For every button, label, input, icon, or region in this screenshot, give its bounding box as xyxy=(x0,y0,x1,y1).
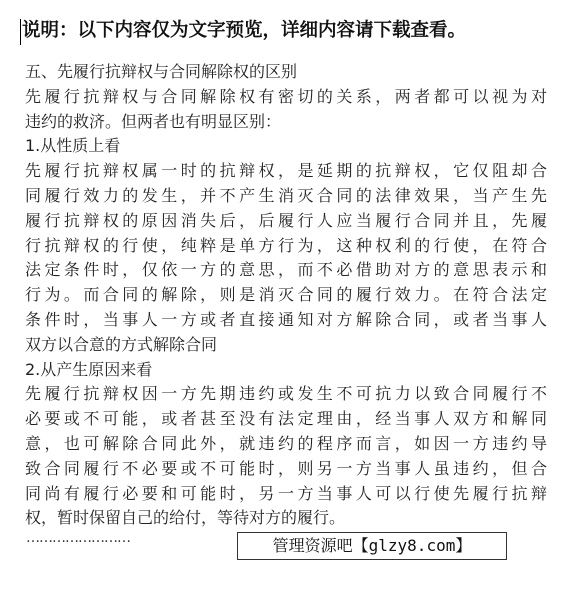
brand-domain: glzy8.com xyxy=(368,536,456,555)
paragraph-line: 权，暂时保留自己的给付，等待对方的履行。 xyxy=(25,508,346,528)
brand-suffix: 】 xyxy=(455,536,472,555)
paragraph-line: 行抗辩权的行使，纯粹是单方行为，这种权利的行使，在符合 xyxy=(25,235,547,255)
paragraph-line: 必要或不可能，或者甚至没有法定理由，经当事人双方和解同 xyxy=(25,409,547,429)
site-brand-box[interactable] xyxy=(237,532,507,560)
section-heading: 五、先履行抗辩权与合同解除权的区别 xyxy=(25,62,298,81)
preview-notice-text: 说明：以下内容仅为文字预览，详细内容请下载查看。 xyxy=(22,20,467,41)
subheading: 1.从性质上看 xyxy=(25,136,121,156)
paragraph-line: 条件时，当事人一方或者直接通知对方解除合同，或者当事人 xyxy=(25,309,547,329)
paragraph-line: 违约的救济。但两者也有明显区别： xyxy=(25,111,282,131)
paragraph-line: 同履行效力的发生，并不产生消灭合同的法律效果，当产生先 xyxy=(25,185,547,205)
paragraph-line: 履行抗辩权的原因消失后，后履行人应当履行合同并且，先履 xyxy=(25,210,547,230)
paragraph-line: 先履行抗辩权因一方先期违约或发生不可抗力以致合同履行不 xyxy=(25,384,547,404)
paragraph-line: 先履行抗辩权与合同解除权有密切的关系，两者都可以视为对 xyxy=(25,86,547,106)
document-body xyxy=(25,60,547,531)
text-cursor xyxy=(20,19,21,45)
preview-notice xyxy=(22,14,562,48)
paragraph-line: 先履行抗辩权属一时的抗辩权，是延期的抗辩权，它仅阻却合 xyxy=(25,161,547,181)
paragraph-line: 行为。而合同的解除，则是消灭合同的履行效力。在符合法定 xyxy=(25,285,547,305)
paragraph-line: 同尚有履行必要和可能时，另一方当事人可以行使先履行抗辩 xyxy=(25,483,547,503)
paragraph-line: 致合同履行不必要或不可能时，则另一方当事人虽违约，但合 xyxy=(25,458,547,478)
paragraph-line: 双方以合意的方式解除合同 xyxy=(25,334,218,354)
subheading: 2.从产生原因来看 xyxy=(25,359,153,379)
dotted-leader: …………………… xyxy=(26,530,130,546)
paragraph-line: 意，也可解除合同此外，就违约的程序而言，如因一方违约导 xyxy=(25,433,547,453)
brand-prefix: 管理资源吧【 xyxy=(272,536,369,555)
paragraph-line: 法定条件时，仅依一方的意思，而不必借助对方的意思表示和 xyxy=(25,260,547,280)
